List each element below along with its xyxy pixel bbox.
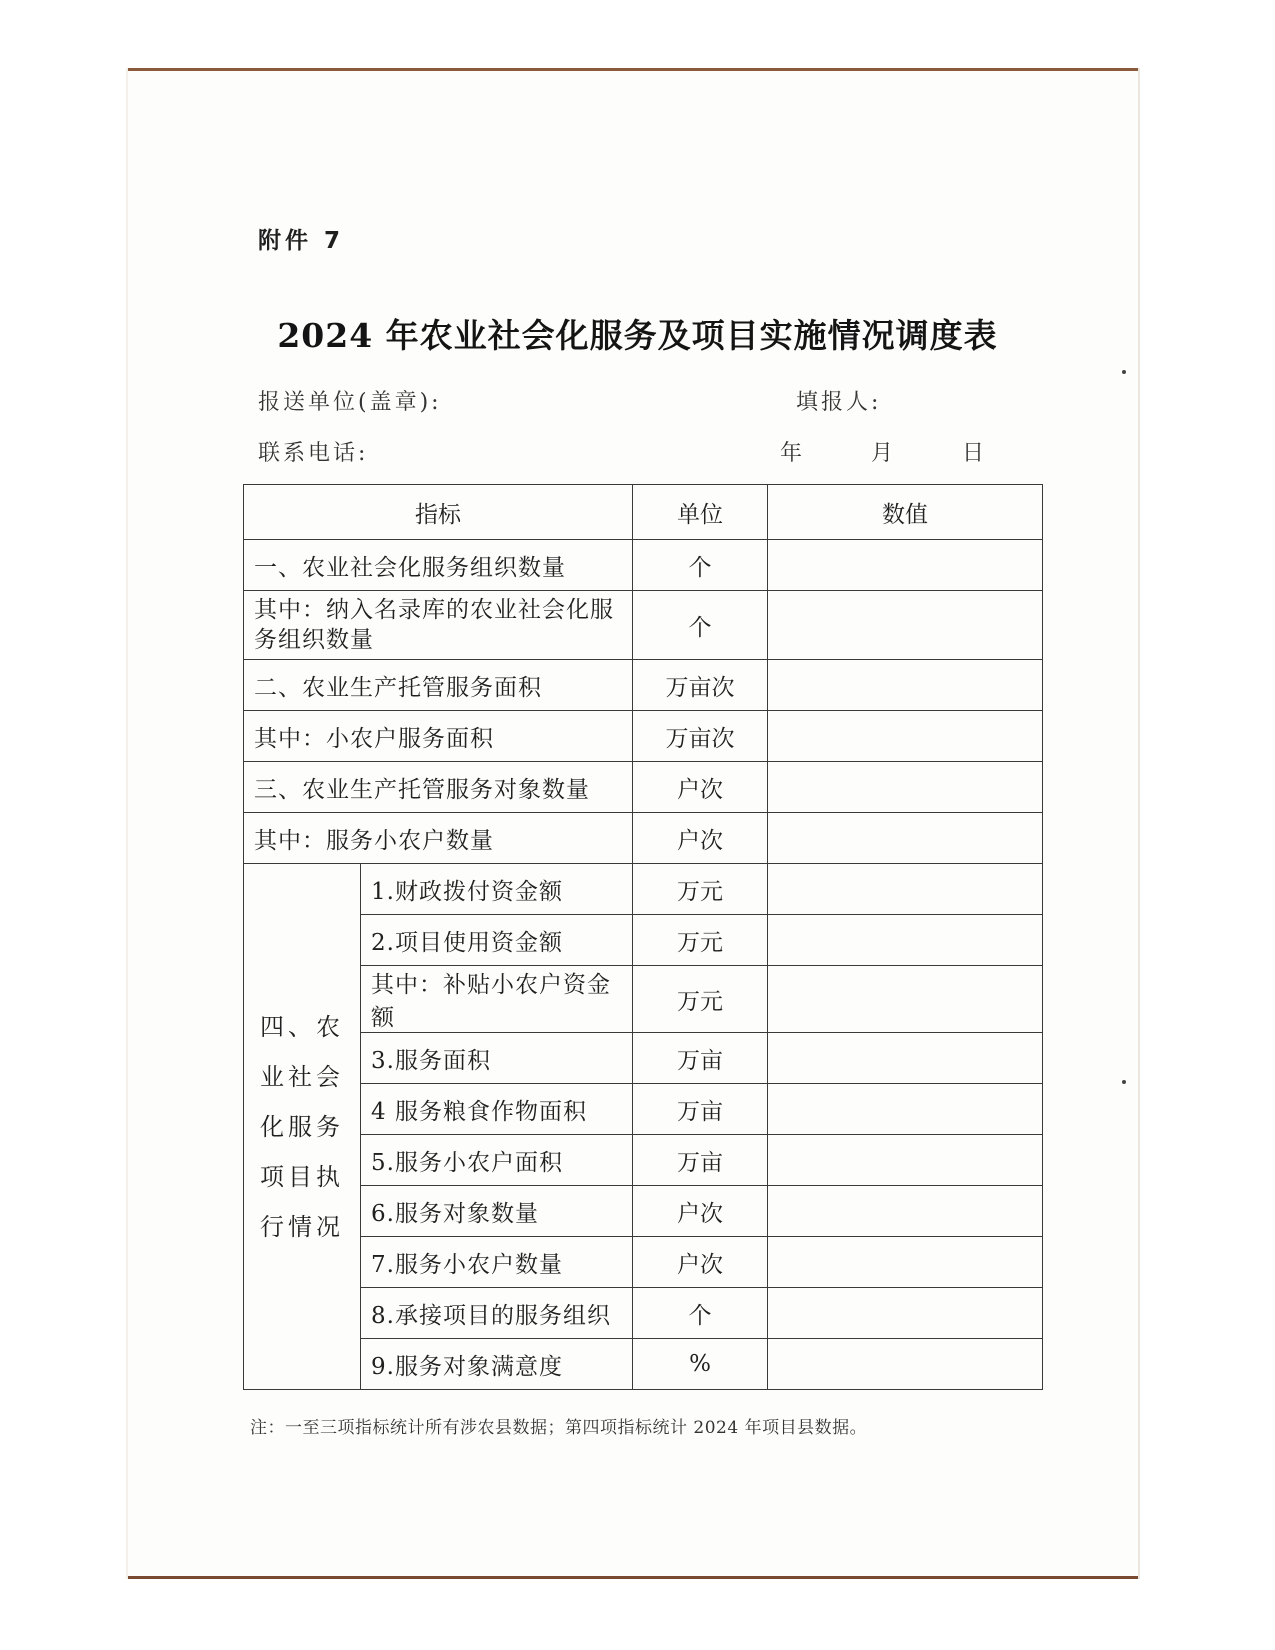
filler-label: 填报人: <box>796 390 882 415</box>
table-row <box>244 1033 1043 1084</box>
row-label: 二、农业生产托管服务面积 <box>244 660 633 711</box>
row-value-cell[interactable] <box>768 711 1043 762</box>
table-header-row <box>244 485 1043 540</box>
row-unit: 个 <box>633 540 768 591</box>
attachment-label: 附件 7 <box>258 228 345 254</box>
survey-table <box>243 484 1043 1390</box>
row-value-cell[interactable] <box>768 591 1043 660</box>
row-unit: 个 <box>633 591 768 660</box>
table-row <box>244 1186 1043 1237</box>
row-value-cell[interactable] <box>768 660 1043 711</box>
row-value-cell[interactable] <box>768 1033 1043 1084</box>
row-label: 其中：服务小农户数量 <box>244 813 633 864</box>
row-unit: 万亩 <box>633 1135 768 1186</box>
row-value-cell[interactable] <box>768 915 1043 966</box>
sub-row-label: 7.服务小农户数量 <box>361 1237 633 1288</box>
row-unit: % <box>633 1339 768 1390</box>
row-value-cell[interactable] <box>768 1339 1043 1390</box>
row-unit: 万亩 <box>633 1084 768 1135</box>
row-unit: 万亩 <box>633 1033 768 1084</box>
sub-row-label: 8.承接项目的服务组织 <box>361 1288 633 1339</box>
table-row <box>244 864 1043 915</box>
sub-row-label: 3.服务面积 <box>361 1033 633 1084</box>
sub-row-label: 其中：补贴小农户资金额 <box>361 966 633 1033</box>
row-value-cell[interactable] <box>768 1186 1043 1237</box>
row-unit: 万亩次 <box>633 660 768 711</box>
row-value-cell[interactable] <box>768 864 1043 915</box>
row-unit: 万亩次 <box>633 711 768 762</box>
row-unit: 户次 <box>633 1186 768 1237</box>
row-value-cell[interactable] <box>768 1084 1043 1135</box>
row-label: 三、农业生产托管服务对象数量 <box>244 762 633 813</box>
row-value-cell[interactable] <box>768 540 1043 591</box>
row-value-cell[interactable] <box>768 1135 1043 1186</box>
row-unit: 个 <box>633 1288 768 1339</box>
sub-row-label: 5.服务小农户面积 <box>361 1135 633 1186</box>
sub-row-label: 9.服务对象满意度 <box>361 1339 633 1390</box>
table-row <box>244 813 1043 864</box>
table-row <box>244 1288 1043 1339</box>
row-value-cell[interactable] <box>768 813 1043 864</box>
punch-mark <box>1122 370 1126 374</box>
row-label: 一、农业社会化服务组织数量 <box>244 540 633 591</box>
table-row <box>244 711 1043 762</box>
row-unit: 户次 <box>633 813 768 864</box>
row-label: 其中：纳入名录库的农业社会化服务组织数量 <box>244 591 633 660</box>
row-unit: 户次 <box>633 762 768 813</box>
row-value-cell[interactable] <box>768 966 1043 1033</box>
row-value-cell[interactable] <box>768 1288 1043 1339</box>
row-unit: 万元 <box>633 915 768 966</box>
table-row <box>244 660 1043 711</box>
footnote: 注：一至三项指标统计所有涉农县数据；第四项指标统计 2024 年项目县数据。 <box>250 1418 868 1438</box>
row-value-cell[interactable] <box>768 1237 1043 1288</box>
header-value: 数值 <box>768 485 1043 540</box>
sub-row-label: 1.财政拨付资金额 <box>361 864 633 915</box>
header-unit: 单位 <box>633 485 768 540</box>
date-label: 年 月 日 <box>780 441 1004 466</box>
row-unit: 万元 <box>633 966 768 1033</box>
table-row <box>244 762 1043 813</box>
punch-mark <box>1122 1080 1126 1084</box>
group-label: 四、农业社会化服务项目执行情况 <box>244 864 361 1390</box>
header-indicator: 指标 <box>244 485 633 540</box>
table-row <box>244 915 1043 966</box>
table-row <box>244 966 1043 1033</box>
sub-row-label: 2.项目使用资金额 <box>361 915 633 966</box>
row-label: 其中：小农户服务面积 <box>244 711 633 762</box>
table-row <box>244 1135 1043 1186</box>
row-unit: 户次 <box>633 1237 768 1288</box>
table-row <box>244 591 1043 660</box>
row-value-cell[interactable] <box>768 762 1043 813</box>
table-row <box>244 1084 1043 1135</box>
table-row <box>244 1237 1043 1288</box>
report-unit-label: 报送单位(盖章): <box>258 390 442 415</box>
sub-row-label: 6.服务对象数量 <box>361 1186 633 1237</box>
sub-row-label: 4 服务粮食作物面积 <box>361 1084 633 1135</box>
phone-label: 联系电话: <box>258 441 369 466</box>
page-title: 2024 年农业社会化服务及项目实施情况调度表 <box>277 316 998 355</box>
table-row <box>244 540 1043 591</box>
row-unit: 万元 <box>633 864 768 915</box>
table-row <box>244 1339 1043 1390</box>
